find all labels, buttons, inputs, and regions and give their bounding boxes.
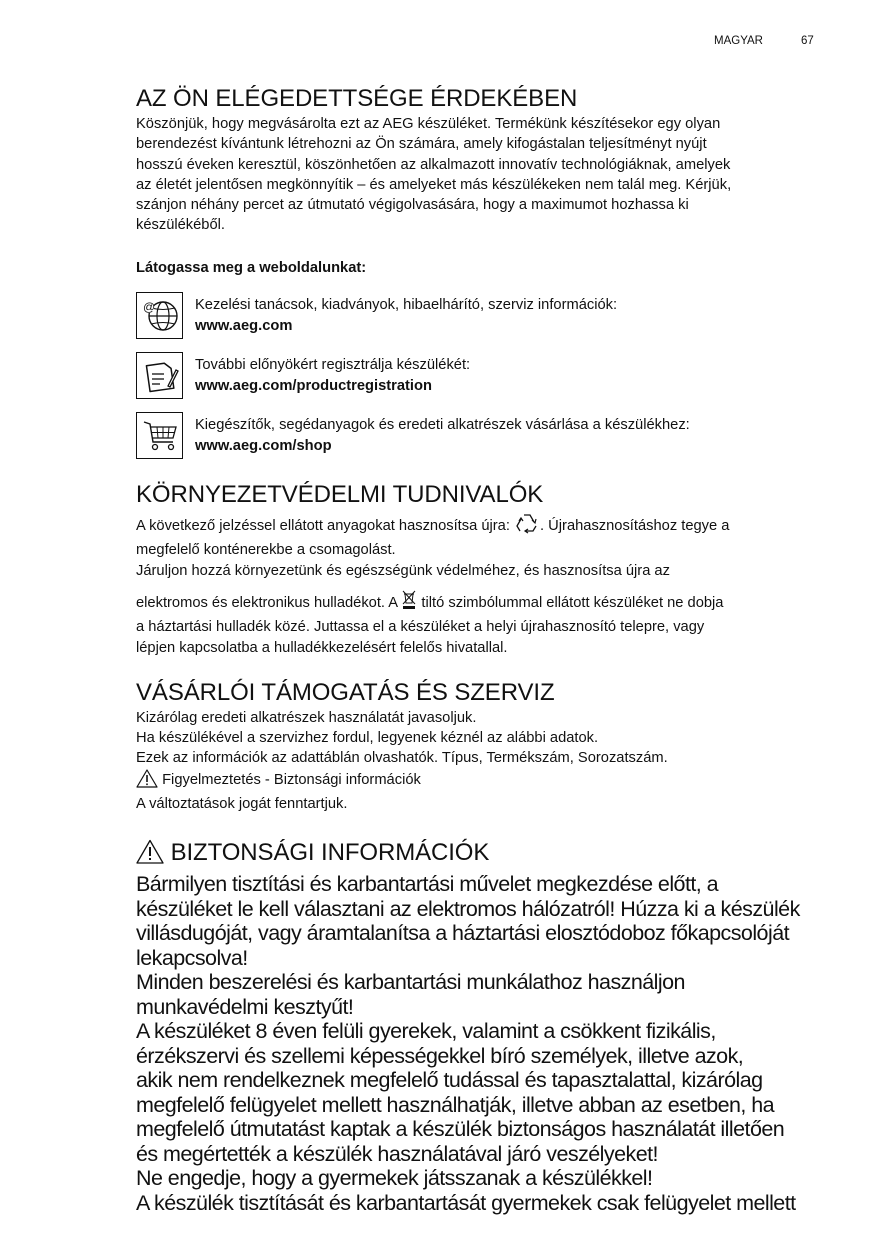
link-text-support — [195, 295, 617, 337]
environment-paragraph — [136, 512, 826, 658]
link-description: Kezelési tanácsok, kiadványok, hibaelhárító, szerviz információk: — [195, 297, 618, 314]
globe-icon — [136, 292, 183, 339]
shopping-cart-icon — [136, 412, 183, 459]
text-line: szánjon néhány percet az útmutató végigolvasására, hogy a maximumot hozhassa ki — [136, 197, 689, 214]
text-line: készüléket le kell választani az elektromos hálózatról! Húzza ki a készülék — [136, 896, 800, 921]
text-line: villásdugóját, vagy áramtalanítsa a háztartási elosztódoboz főkapcsolóját — [136, 921, 790, 946]
text-line: Minden beszerelési és karbantartási munkálathoz használjon — [136, 970, 685, 995]
text-fragment: . Újrahasznosításhoz tegye a — [540, 518, 730, 535]
text-line — [136, 512, 826, 540]
text-line: A készülék tisztítását és karbantartását gyermekek csak felügyelet mellett — [136, 1190, 796, 1215]
text-line: munkavédelmi kesztyűt! — [136, 994, 354, 1019]
text-line — [136, 589, 826, 617]
text-line: Ezek az információk az adattáblán olvashatók. Típus, Termékszám, Sorozatszám. — [136, 750, 668, 767]
text-line: Kizárólag eredeti alkatrészek használatát javasoljuk. — [136, 709, 477, 726]
warning-icon — [136, 839, 164, 872]
language-label: MAGYAR — [714, 35, 763, 47]
link-row-registration — [136, 352, 826, 404]
crossed-bin-icon — [401, 589, 417, 617]
satisfaction-title: AZ ÖN ELÉGEDETTSÉGE ÉRDEKÉBEN — [136, 85, 578, 112]
link-text-registration — [195, 355, 470, 397]
recycle-icon — [514, 512, 540, 540]
link-description: Kiegészítők, segédanyagok és eredeti alkatrészek vásárlása a készülékhez: — [195, 417, 690, 434]
link-row-shop — [136, 412, 826, 464]
link-description: További előnyökért regisztrálja készülékét: — [195, 357, 471, 374]
text-line: Járuljon hozzá környezetünk és egészségünk védelméhez, és hasznosítsa újra az — [136, 562, 670, 579]
link-url-registration[interactable]: www.aeg.com/productregistration — [195, 378, 432, 395]
text-line: megfelelő konténerekbe a csomagolást. — [136, 542, 396, 559]
service-title: VÁSÁRLÓI TÁMOGATÁS ÉS SZERVIZ — [136, 678, 555, 706]
text-fragment: BIZTONSÁGI INFORMÁCIÓK — [164, 839, 490, 867]
page-number: 67 — [801, 35, 814, 47]
text-line: a háztartási hulladék közé. Juttassa el a készüléket a helyi újrahasznosító telepre, vagy — [136, 619, 705, 636]
website-links — [136, 292, 826, 464]
safety-text — [136, 872, 826, 1215]
warning-icon — [136, 769, 158, 794]
text-line: berendezést kívántunk létrehozni az Ön számára, amely kifogástalan teljesítményt nyújt — [136, 136, 707, 153]
page-header — [0, 35, 875, 55]
svg-text:@: @ — [142, 299, 155, 314]
text-line: A készüléket 8 éven felüli gyerekek, valamint a csökkent fizikális, — [136, 1019, 716, 1044]
text-line — [136, 769, 826, 794]
text-line: A változtatások jogát fenntartjuk. — [136, 796, 348, 813]
registration-icon — [136, 352, 183, 399]
satisfaction-paragraph — [136, 114, 826, 236]
text-line: Ne engedje, hogy a gyermekek játsszanak a készülékkel! — [136, 1166, 653, 1191]
visit-label: Látogassa meg a weboldalunkat: — [136, 259, 367, 276]
text-line: és megértették a készülék használatával járó veszélyeket! — [136, 1141, 658, 1166]
text-line: akik nem rendelkeznek megfelelő tudással és tapasztalattal, kizárólag — [136, 1068, 763, 1093]
text-line: készülékéből. — [136, 217, 225, 234]
link-url-aeg[interactable]: www.aeg.com — [195, 318, 293, 335]
page-content — [136, 84, 826, 1215]
environment-title: KÖRNYEZETVÉDELMI TUDNIVALÓK — [136, 481, 544, 509]
link-url-shop[interactable]: www.aeg.com/shop — [195, 438, 332, 455]
safety-paragraph — [136, 872, 826, 1215]
text-line: lekapcsolva! — [136, 945, 248, 970]
link-text-shop — [195, 415, 690, 457]
text-fragment: tiltó szimbólummal ellátott készüléket ne dobja — [417, 594, 724, 611]
link-row-support — [136, 292, 826, 344]
text-line: hosszú éveken keresztül, köszönhetően az alkalmazott innovatív technológiáknak, amelyek — [136, 156, 731, 173]
text-fragment: A következő jelzéssel ellátott anyagokat hasznosítsa újra: — [136, 518, 515, 535]
service-paragraph — [136, 708, 826, 814]
safety-title — [136, 838, 826, 872]
text-line: megfelelő felügyelet mellett használhatják, illetve abban az esetben, ha — [136, 1092, 775, 1117]
text-line: Ha készülékével a szervizhez fordul, legyenek kéznél az alábbi adatok. — [136, 730, 599, 747]
text-line: megfelelő útmutatást kaptak a készülék biztonságos használatát illetően — [136, 1117, 785, 1142]
text-line: az életét jelentősen megkönnyítik – és amelyeket más készülékeken nem talál meg. Kérjük, — [136, 176, 732, 193]
text-line: érzékszervi és szellemi képességekkel bíró személyek, illetve azok, — [136, 1043, 744, 1068]
text-line: Köszönjük, hogy megvásárolta ezt az AEG készüléket. Termékünk készítésekor egy olyan — [136, 116, 721, 132]
text-line: lépjen kapcsolatba a hulladékkezelésért felelős hivatallal. — [136, 639, 508, 656]
text-line: Bármilyen tisztítási és karbantartási művelet megkezdése előtt, a — [136, 872, 719, 897]
text-fragment: elektromos és elektronikus hulladékot. A — [136, 594, 402, 611]
text-fragment: Figyelmeztetés - Biztonsági információk — [158, 771, 421, 788]
